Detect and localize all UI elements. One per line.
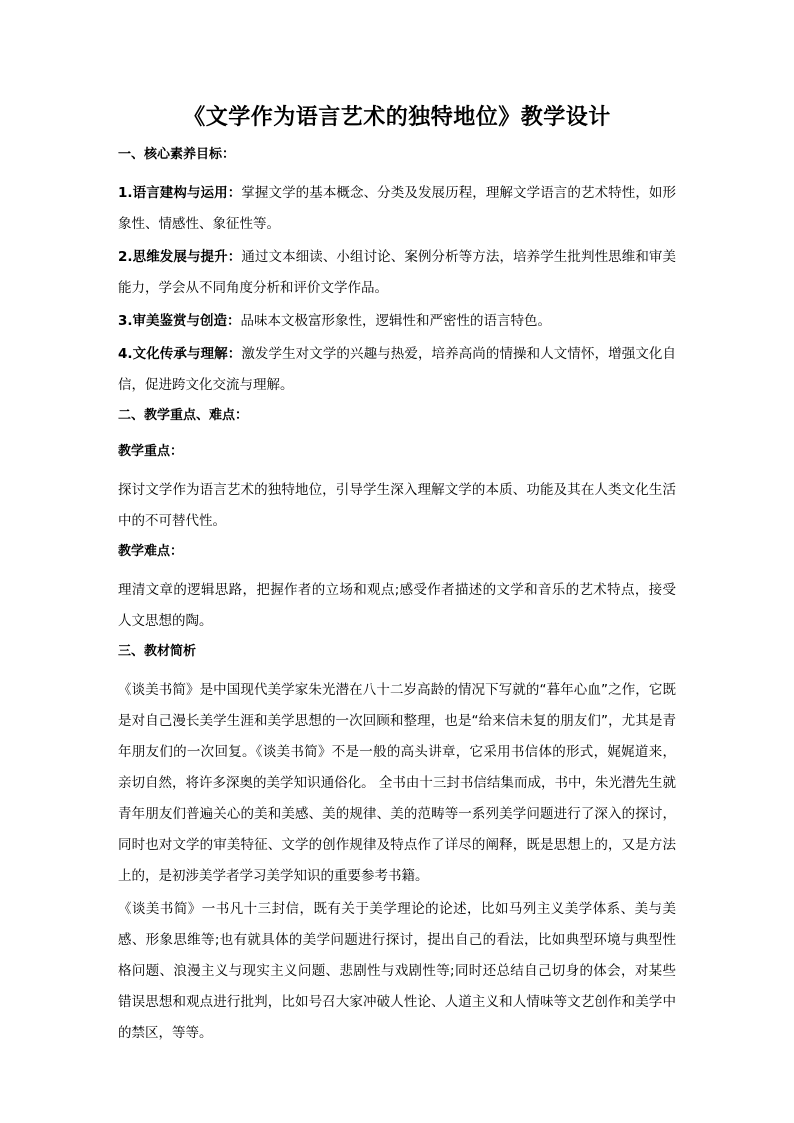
objective-item — [118, 306, 676, 337]
objective-lead: 3.审美鉴赏与创造： — [118, 313, 241, 329]
objective-text: 掌握文学的基本概念、分类及发展历程，理解文学语言的艺术特性，如形象性、情感性、象征性等。 — [118, 185, 676, 232]
objective-item — [118, 339, 676, 401]
objective-lead: 4.文化传承与理解： — [118, 346, 242, 362]
analysis-paragraph-1: 《谈美书简》是中国现代美学家朱光潜在八十二岁高龄的情况下写就的“暮年心血”之作，它既是对自己漫长美学生涯和美学思想的一次回顾和整理，也是“给来信未复的朋友们”，尤其是青年朋友们的一次回复。《谈美书简》不是一般的高头讲章，它采用书信体的形式，娓娓道来，亲切自然，将许多深奥的美学知识通俗化。 全书由十三封书信结集而成，书中，朱光潜先生就青年朋友们普遍关心的美和美感、美的规律、美的范畴等一系列美学问题进行了深入的探讨，同时也对文学的审美特征、文学的创作规律及特点作了详尽的阐释，既是思想上的，又是方法上的，是初涉美学者学习美学知识的重要参考书籍。 — [118, 682, 676, 884]
objective-item — [118, 242, 676, 304]
objective-item — [118, 178, 676, 240]
objective-text: 品味本文极富形象性，逻辑性和严密性的语言特色。 — [240, 313, 552, 329]
section3-heading: 三、教材简析 — [118, 644, 197, 659]
document-page — [118, 102, 676, 1051]
objective-lead: 2.思维发展与提升： — [118, 249, 242, 265]
objective-text: 激发学生对文学的兴趣与热爱，培养高尚的情操和人文情怀，增强文化自信，促进跨文化交流与理解。 — [118, 346, 676, 393]
document-title: 《文学作为语言艺术的独特地位》教学设计 — [183, 105, 611, 130]
objective-lead: 1.语言建构与运用： — [118, 185, 242, 201]
analysis-paragraph-2: 《谈美书简》一书凡十三封信，既有关于美学理论的论述，比如马列主义美学体系、美与美感、形象思维等;也有就具体的美学问题进行探讨，提出自己的看法，比如典型环境与典型性格问题、浪漫主义与现实主义问题、悲剧性与戏剧性等;同时还总结自己切身的体会，对某些错误思想和观点进行批判，比如号召大家冲破人性论、人道主义和人情味等文艺创作和美学中的禁区，等等。 — [118, 901, 676, 1041]
difficulty-text: 理清文章的逻辑思路，把握作者的立场和观点;感受作者描述的文学和音乐的艺术特点，接受人文思想的陶。 — [118, 582, 676, 629]
objective-text: 通过文本细读、小组讨论、案例分析等方法，培养学生批判性思维和审美能力，学会从不同角度分析和评价文学作品。 — [118, 249, 676, 296]
focus-text: 探讨文学作为语言艺术的独特地位，引导学生深入理解文学的本质、功能及其在人类文化生活中的不可替代性。 — [118, 482, 676, 529]
difficulty-label: 教学难点： — [118, 544, 184, 559]
section1-heading: 一、核心素养目标： — [118, 147, 236, 162]
section2-heading: 二、教学重点、难点： — [118, 408, 249, 423]
focus-label: 教学重点： — [118, 444, 184, 459]
